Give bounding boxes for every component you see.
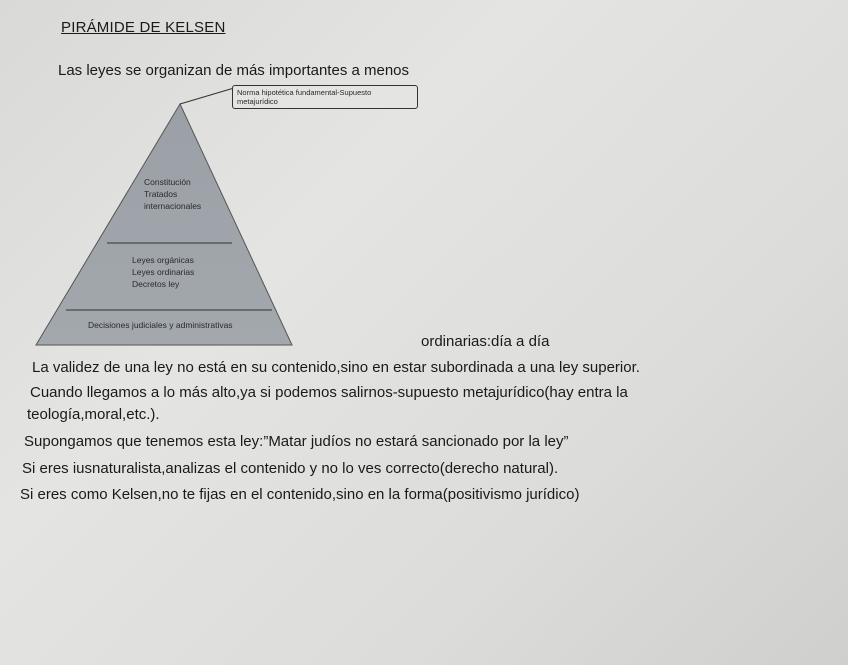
paragraph-line: Cuando llegamos a lo más alto,ya si podemos salirnos-supuesto metajurídico(hay entra la — [30, 384, 628, 401]
level2-line: Leyes ordinarias — [132, 267, 195, 277]
pyramid-level-1 — [144, 176, 201, 212]
level1-line: internacionales — [144, 201, 202, 211]
top-norm-box: Norma hipotética fundamental-Supuesto metajurídico — [232, 85, 418, 109]
side-note: ordinarias:día a día — [421, 333, 550, 350]
paragraph-line: La validez de una ley no está en su contenido,sino en estar subordinada a una ley superior. — [32, 359, 640, 376]
paragraph-line: teología,moral,etc.). — [27, 406, 160, 423]
paragraph-line: Si eres como Kelsen,no te fijas en el contenido,sino en la forma(positivismo jurídico) — [20, 486, 580, 503]
pyramid-base: Decisiones judiciales y administrativas — [88, 320, 233, 330]
level1-line: Constitución — [144, 177, 191, 187]
pyramid-shape — [36, 104, 292, 345]
pyramid-connector-line — [180, 88, 234, 104]
level2-line: Decretos ley — [132, 279, 180, 289]
pyramid-level-2 — [132, 254, 194, 290]
level2-line: Leyes orgánicas — [132, 255, 194, 265]
level1-line: Tratados — [144, 189, 178, 199]
paragraph-line: Si eres iusnaturalista,analizas el contenido y no lo ves correcto(derecho natural). — [22, 460, 559, 477]
document-subtitle: Las leyes se organizan de más importantes a menos — [58, 62, 410, 79]
document-title: PIRÁMIDE DE KELSEN — [61, 19, 226, 36]
paragraph-line: Supongamos que tenemos esta ley:”Matar judíos no estará sancionado por la ley” — [24, 433, 569, 450]
